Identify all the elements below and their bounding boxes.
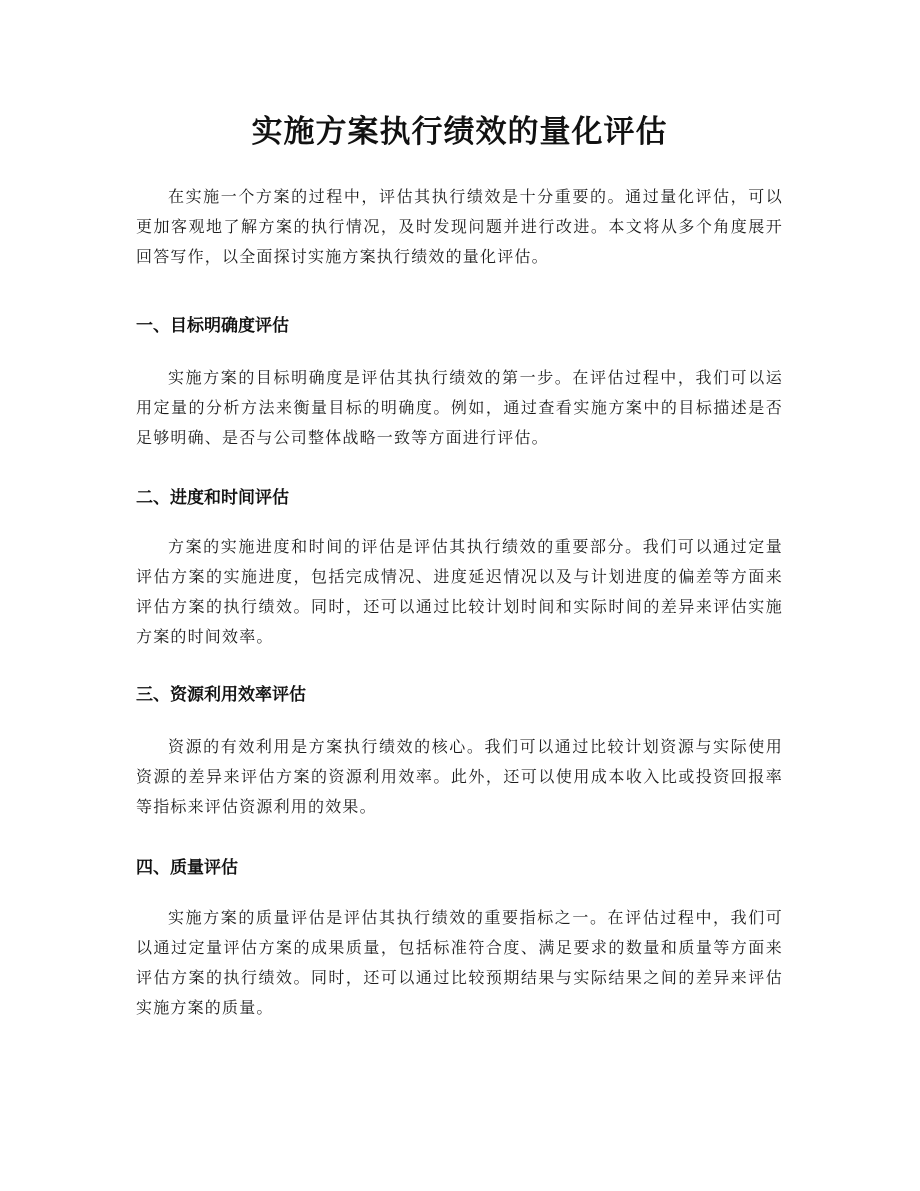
- section-heading-quality: 四、质量评估: [136, 858, 238, 878]
- section-body-progress-time: 方案的实施进度和时间的评估是评估其执行绩效的重要部分。我们可以通过定量评估方案的实施进度，包括完成情况、进度延迟情况以及与计划进度的偏差等方面来评估方案的执行绩效。同时，还可以通过比较计划时间和实际时间的差异来评估实施方案的时间效率。: [136, 537, 783, 646]
- section-heading-goal-clarity: 一、目标明确度评估: [136, 316, 289, 336]
- intro-paragraph: 在实施一个方案的过程中，评估其执行绩效是十分重要的。通过量化评估，可以更加客观地了解方案的执行情况，及时发现问题并进行改进。本文将从多个角度展开回答写作，以全面探讨实施方案执行绩效的量化评估。: [136, 187, 783, 266]
- section-body-resource-efficiency: 资源的有效利用是方案执行绩效的核心。我们可以通过比较计划资源与实际使用资源的差异来评估方案的资源利用效率。此外，还可以使用成本收入比或投资回报率等指标来评估资源利用的效果。: [136, 737, 783, 816]
- section-heading-resource-efficiency: 三、资源利用效率评估: [136, 685, 306, 705]
- section-body-goal-clarity: 实施方案的目标明确度是评估其执行绩效的第一步。在评估过程中，我们可以运用定量的分析方法来衡量目标的明确度。例如，通过查看实施方案中的目标描述是否足够明确、是否与公司整体战略一致等方面进行评估。: [136, 368, 783, 447]
- section-heading-progress-time: 二、进度和时间评估: [136, 488, 289, 508]
- section-body-quality: 实施方案的质量评估是评估其执行绩效的重要指标之一。在评估过程中，我们可以通过定量评估方案的成果质量，包括标准符合度、满足要求的数量和质量等方面来评估方案的执行绩效。同时，还可以通过比较预期结果与实际结果之间的差异来评估实施方案的质量。: [136, 908, 783, 1017]
- document-title: 实施方案执行绩效的量化评估: [251, 114, 668, 150]
